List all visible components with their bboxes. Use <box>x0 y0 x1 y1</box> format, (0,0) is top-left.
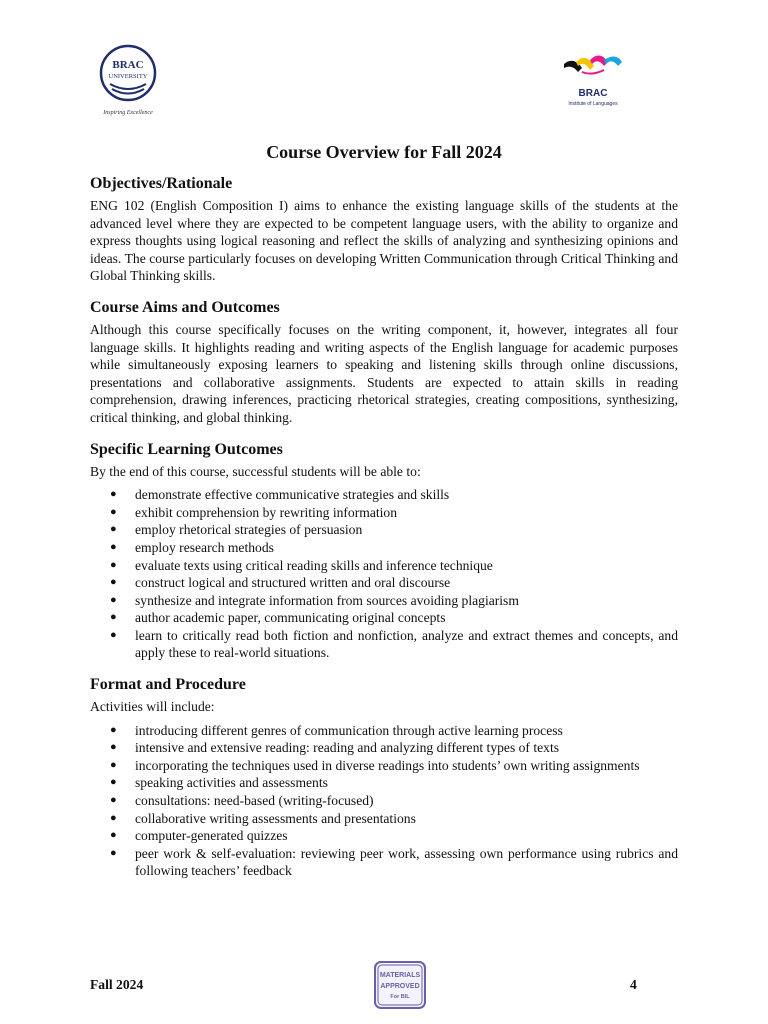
brac-university-logo <box>88 44 168 118</box>
outcomes-heading: Specific Learning Outcomes <box>90 440 283 458</box>
logo-left-line2: UNIVERSITY <box>108 73 148 80</box>
list-item: ● synthesize and integrate information from sources avoiding plagiarism <box>110 592 519 608</box>
format-intro: Activities will include: <box>90 699 215 715</box>
page-number: 4 <box>630 977 637 992</box>
objectives-text: ENG 102 (English Composition I) aims to enhance the existing language skills of the students at the advanced level where they are expected to be competent language users, with the ability to organize and express thoughts using logical reasoning and reflect the skills of analyzing and synthesizing opinions and ideas. The course particularly focuses on developing Written Communication through Critical Thinking and Global Thinking skills. <box>90 198 678 284</box>
list-item: ● speaking activities and assessments <box>110 775 328 791</box>
bullet-icon: ● <box>110 776 117 789</box>
bullet-icon: ● <box>110 540 117 553</box>
list-item: ● introducing different genres of communication through active learning process <box>110 722 563 738</box>
list-item: ● intensive and extensive reading: reading and analyzing different types of texts <box>110 740 560 756</box>
objectives-heading: Objectives/Rationale <box>90 175 233 192</box>
bullet-icon: ● <box>110 505 117 518</box>
list-item: ● evaluate texts using critical reading skills and inference technique <box>110 557 493 573</box>
aims-heading: Course Aims and Outcomes <box>90 298 280 316</box>
bullet-icon: ● <box>110 611 117 624</box>
logo-right-line2: Institute of Languages <box>568 101 618 107</box>
bullet-icon: ● <box>110 558 117 571</box>
list-item: ● construct logical and structured written and oral discourse <box>110 575 451 591</box>
stamp-line2: APPROVED <box>380 983 420 990</box>
list-item: ● consultations: need-based (writing-focused) <box>110 793 374 809</box>
list-item: ● incorporating the techniques used in diverse readings into students’ own writing assignments <box>110 757 640 773</box>
logo-left-line1: BRAC <box>112 59 144 71</box>
format-heading: Format and Procedure <box>90 676 246 694</box>
outcomes-list <box>90 486 678 662</box>
bullet-icon: ● <box>110 758 117 771</box>
stamp-line3: For BIL <box>390 994 410 1000</box>
list-item: ● exhibit comprehension by rewriting information <box>110 504 397 520</box>
bullet-icon: ● <box>110 811 117 824</box>
bullet-icon: ● <box>110 846 117 859</box>
bullet-icon: ● <box>110 741 117 754</box>
list-item: ● author academic paper, communicating original concepts <box>110 610 446 626</box>
stamp-line1: MATERIALS <box>379 972 421 979</box>
footer-term: Fall 2024 <box>90 977 144 992</box>
list-item: ● peer work & self-evaluation: reviewing peer work, assessing own performance using rubrics and following teachers’ feedback <box>110 845 678 879</box>
list-item: ● computer-generated quizzes <box>110 828 288 844</box>
format-list <box>90 722 678 880</box>
bullet-icon: ● <box>110 628 117 641</box>
list-item: ● employ research methods <box>110 539 274 555</box>
bullet-icon: ● <box>110 794 117 807</box>
bullet-icon: ● <box>110 488 117 501</box>
logo-right-line1: BRAC <box>578 88 608 99</box>
bullet-icon: ● <box>110 523 117 536</box>
bullet-icon: ● <box>110 593 117 606</box>
aims-text: Although this course specifically focuses on the writing component, it, however, integrates all four language skills. It highlights reading and writing aspects of the English language for academic purposes while simultaneously exposing learners to speaking and listening skills through online discussions, presentations and collaborative assignments. Students are expected to attain skills in reading comprehension, drawing inferences, practicing rhetorical strategies, creating compositions, synthesizing, critical thinking, and global thinking. <box>90 321 678 425</box>
list-item: ● demonstrate effective communicative strategies and skills <box>110 487 450 503</box>
page-title: Course Overview for Fall 2024 <box>266 142 502 162</box>
logo-left-tagline: Inspiring Excellence <box>103 110 153 116</box>
list-item: ● learn to critically read both fiction and nonfiction, analyze and extract themes and concepts, and apply these to real-world situations. <box>110 627 678 661</box>
list-item: ● employ rhetorical strategies of persuasion <box>110 522 363 538</box>
bullet-icon: ● <box>110 576 117 589</box>
bullet-icon: ● <box>110 723 117 736</box>
bullet-icon: ● <box>110 829 117 842</box>
main-content <box>90 142 678 880</box>
materials-approved-stamp <box>373 960 427 1010</box>
brac-institute-of-languages-logo <box>560 50 626 108</box>
list-item: ● collaborative writing assessments and presentations <box>110 810 416 826</box>
outcomes-intro: By the end of this course, successful students will be able to: <box>90 463 421 479</box>
